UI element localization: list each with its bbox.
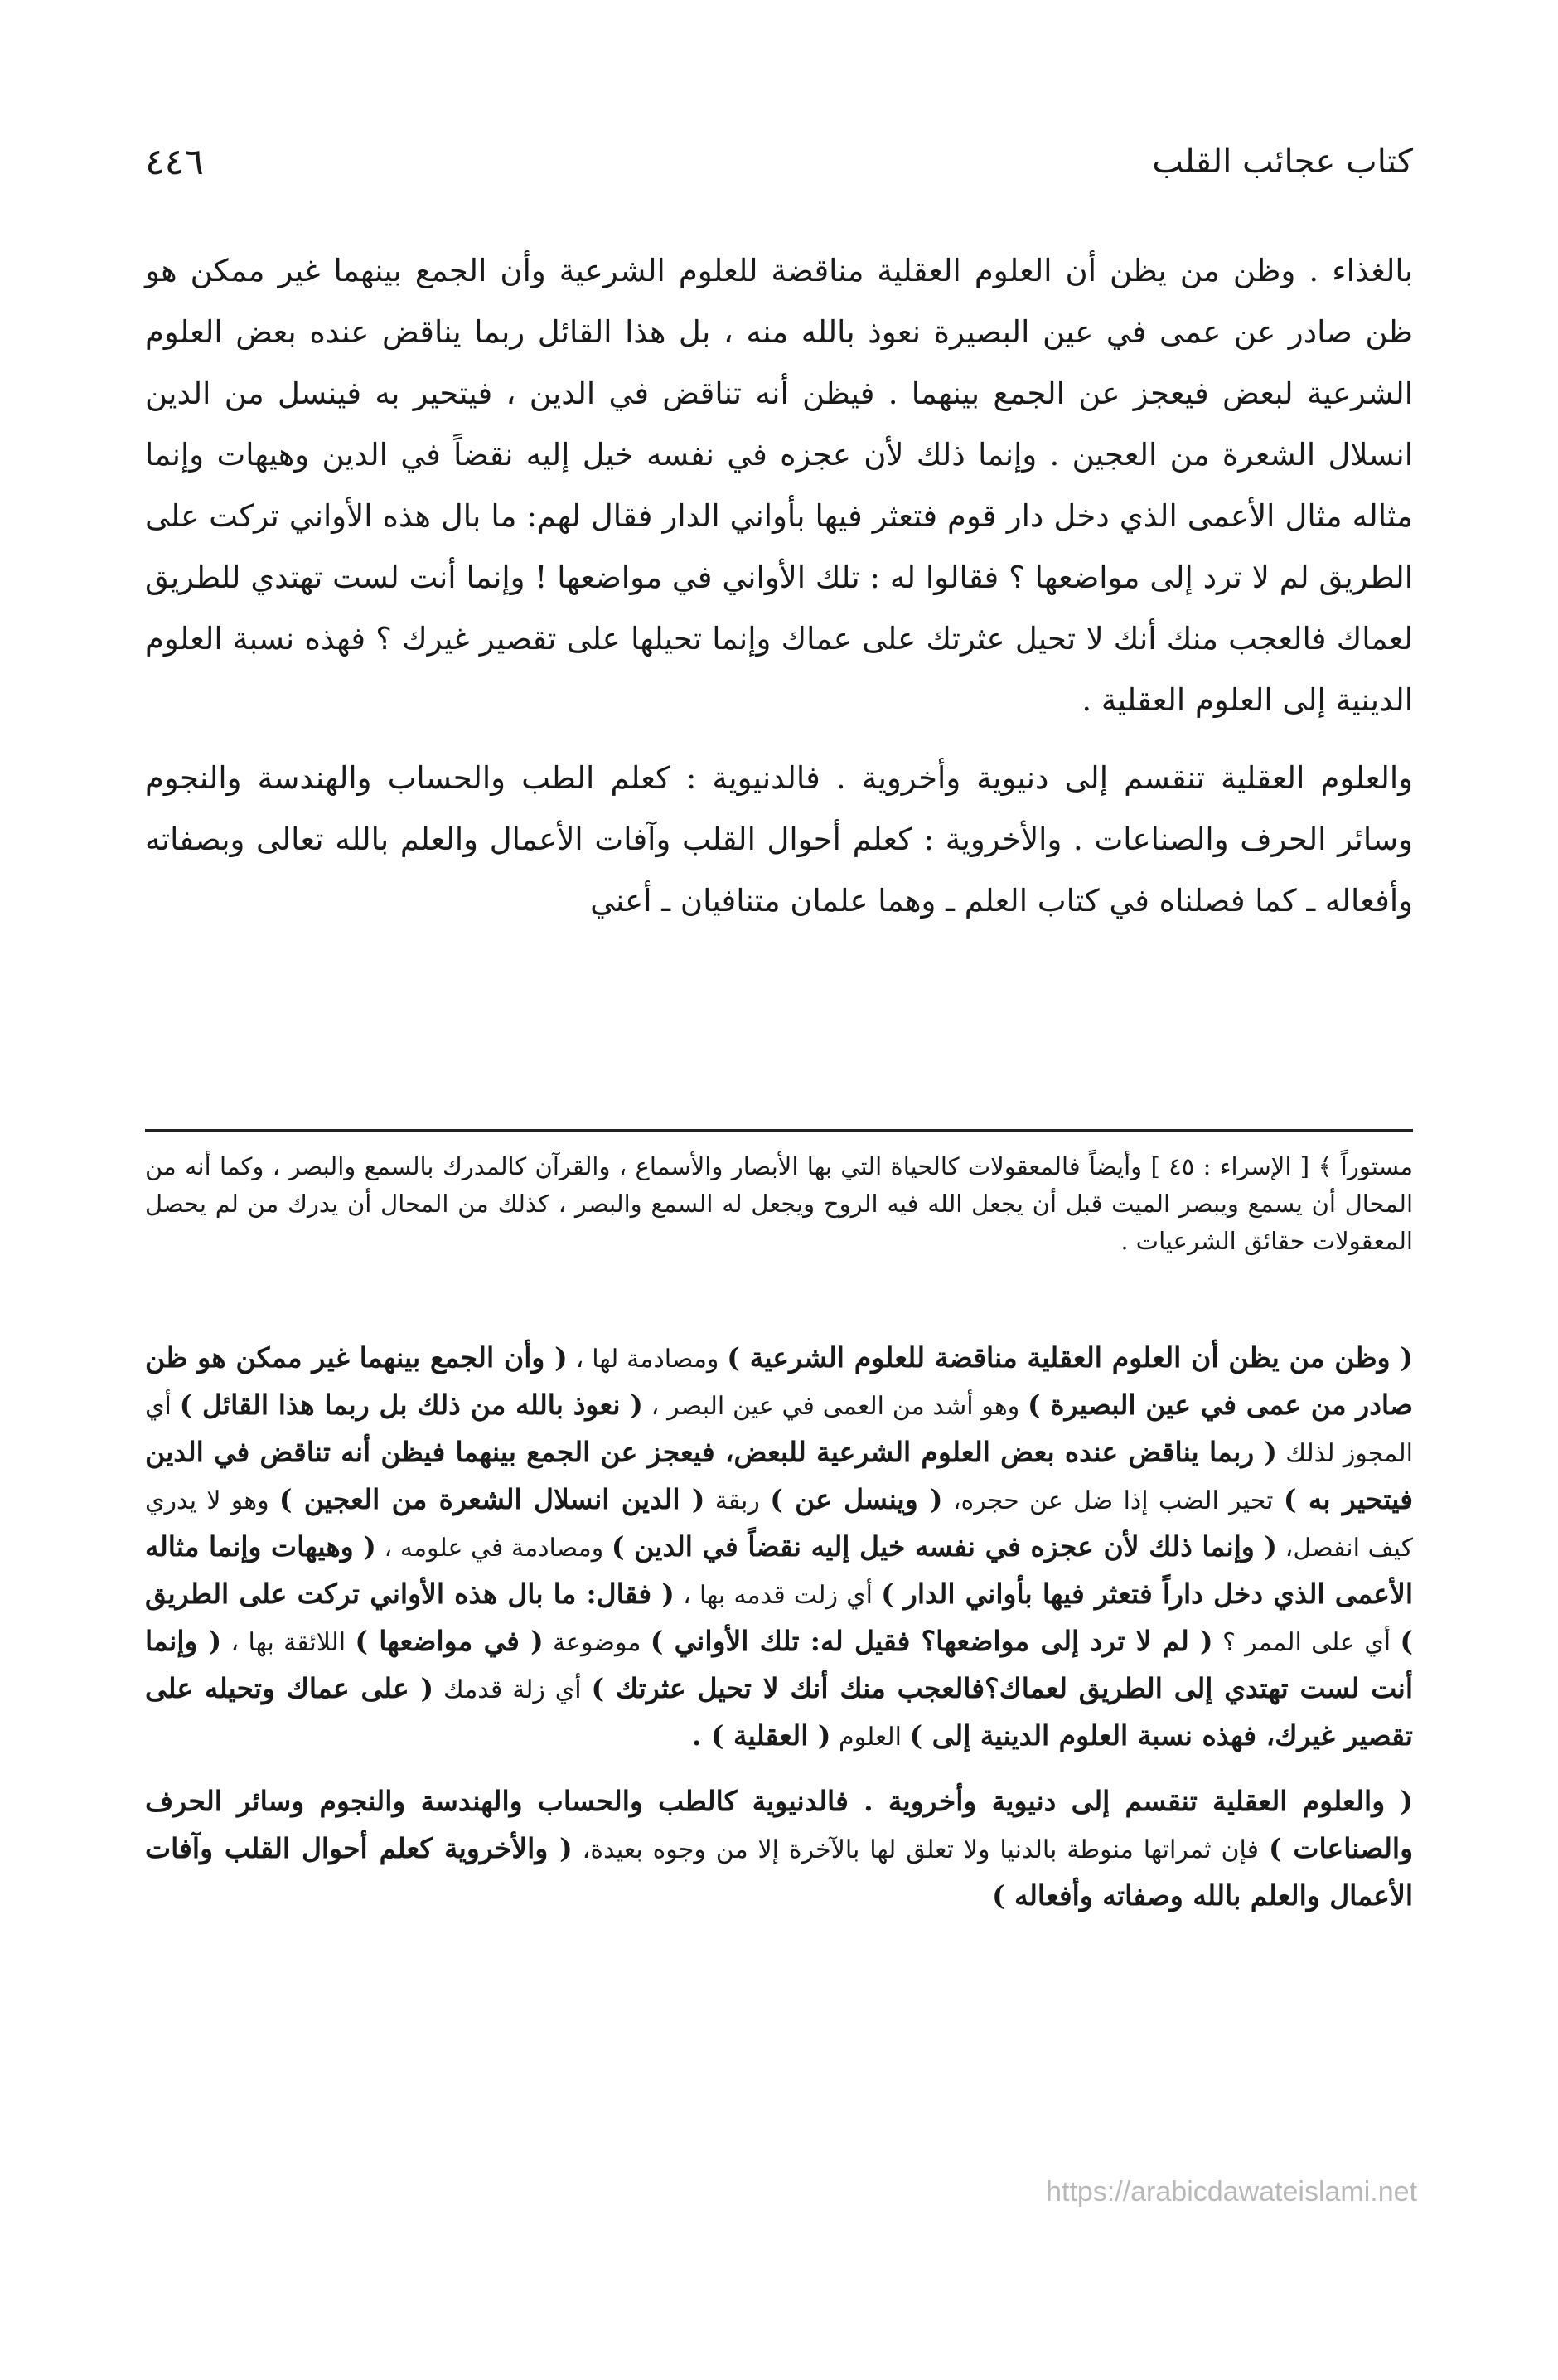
page-number: ٤٤٦ bbox=[145, 140, 204, 183]
main-text bbox=[145, 240, 1413, 932]
quoted-text: ( وإنما أنت لست تهتدي إلى الطريق لعماك؟فالعجب منك أنك لا تحيل عثرتك ) bbox=[145, 1625, 1413, 1704]
quoted-text: ( وينسل عن ) bbox=[770, 1483, 943, 1515]
commentary bbox=[145, 1335, 1413, 1920]
explanation-text: ومصادمة لها ، bbox=[567, 1345, 728, 1374]
explanation-text: ربقة bbox=[704, 1486, 771, 1515]
quoted-text: ( وإنما ذلك لأن عجزه في نفسه خيل إليه نقضاً في الدين ) bbox=[611, 1530, 1278, 1563]
explanation-text: وهو أشد من العمى في عين البصر ، bbox=[642, 1392, 1028, 1421]
quoted-text: ( وهيهات وإنما مثاله الأعمى الذي دخل داراً فتعثر فيها بأواني الدار ) bbox=[145, 1530, 1413, 1610]
explanation-text: أي المجوز لذلك bbox=[145, 1392, 1413, 1468]
quoted-text: ( على عماك وتحيله على تقصير غيرك، فهذه نسبة العلوم الدينية إلى ) bbox=[145, 1672, 1413, 1752]
explanation-text: العلوم bbox=[830, 1723, 910, 1752]
explanation-text: تحير الضب إذا ضل عن حجره، bbox=[942, 1486, 1284, 1515]
explanation-text: أي زلت قدمه بها ، bbox=[674, 1581, 882, 1610]
footnote-divider bbox=[145, 1129, 1413, 1132]
main-paragraph: والعلوم العقلية تنقسم إلى دنيوية وأخروية . فالدنيوية : كعلم الطب والحساب والهندسة والنجوم وسائر الحرف والصناعات . والأخروية : كعلم أحوال القلب وآفات الأعمال والعلم بالله تعالى وبصفاته وأفعاله ـ كما فصلناه في كتاب العلم ـ وهما علمان متنافيان ـ أعني bbox=[145, 760, 1413, 919]
running-title: كتاب عجائب القلب bbox=[1152, 143, 1413, 181]
quoted-text: ( في مواضعها ) bbox=[355, 1625, 544, 1657]
explanation-text: فإن ثمراتها منوطة بالدنيا ولا تعلق لها بالآخرة إلا من وجوه بعيدة، bbox=[572, 1835, 1269, 1864]
main-paragraph: بالغذاء . وظن من يظن أن العلوم العقلية مناقضة للعلوم الشرعية وأن الجمع بينهما غير ممكن هو ظن صادر عن عمى في عين البصيرة نعوذ بالله منه ، بل هذا القائل ربما يناقض عنده بعض العلوم الشرعية لبعض فيعجز عن الجمع بينهما . فيظن أنه تناقض في الدين ، فيتحير به فينسل من الدين انسلال الشعرة من العجين . وإنما ذلك لأن عجزه في نفسه خيل إليه نقضاً في الدين وهيهات وإنما مثاله مثال الأعمى الذي دخل دار قوم فتعثر فيها بأواني الدار فقال لهم: ما بال هذه الأواني تركت على الطريق لم لا ترد إلى مواضعها ؟ فقالوا له : تلك الأواني في مواضعها ! وإنما أنت لست تهتدي للطريق لعماك فالعجب منك أنك لا تحيل عثرتك على عماك وإنما تحيلها على تقصير غيرك ؟ فهذه نسبة العلوم الدينية إلى العلوم العقلية . bbox=[145, 253, 1413, 718]
quoted-text: ( فقال: ما بال هذه الأواني تركت على الطريق ) bbox=[145, 1578, 1413, 1657]
quoted-text: ( الدين انسلال الشعرة من العجين ) bbox=[278, 1483, 705, 1515]
footnote-text: مستوراً ﴾ [ الإسراء : ٤٥ ] وأيضاً فالمعقولات كالحياة التي بها الأبصار والأسماع ، والقرآن كالمدرك بالسمع والبصر ، وكما أنه من المحال أن يسمع ويبصر الميت قبل أن يجعل الله فيه الروح ويجعل له السمع والبصر ، كذلك من المحال أن يدرك من لم يحصل المعقولات حقائق الشرعيات . bbox=[145, 1152, 1413, 1255]
watermark-url: https://arabicdawateislami.net bbox=[1046, 2176, 1417, 2208]
commentary-paragraph bbox=[145, 1778, 1413, 1920]
footnote bbox=[145, 1148, 1413, 1260]
explanation-text: وهو لا يدري كيف انفصل، bbox=[145, 1486, 1413, 1563]
explanation-text: ومصادمة في علومه ، bbox=[375, 1534, 612, 1563]
explanation-text: موضوعة bbox=[543, 1628, 651, 1657]
explanation-text: اللائقة بها ، bbox=[221, 1628, 356, 1657]
quoted-text: ( لم لا ترد إلى مواضعها؟ فقيل له: تلك الأواني ) bbox=[650, 1625, 1213, 1657]
page-header bbox=[145, 133, 1413, 191]
explanation-text: أي زلة قدمك bbox=[433, 1675, 592, 1704]
quoted-text: ( والعلوم العقلية تنقسم إلى دنيوية وأخروية . فالدنيوية كالطب والحساب والهندسة والنجوم وسائر الحرف والصناعات ) bbox=[145, 1785, 1414, 1864]
quoted-text: ( نعوذ بالله من ذلك بل ربما هذا القائل ) bbox=[179, 1389, 643, 1421]
quoted-text: ( وظن من يظن أن العلوم العقلية مناقضة للعلوم الشرعية ) bbox=[727, 1341, 1413, 1374]
quoted-text: ( العقلية ) . bbox=[691, 1719, 831, 1752]
commentary-paragraph bbox=[145, 1335, 1413, 1760]
quoted-text: ( والأخروية كعلم أحوال القلب وآفات الأعمال والعلم بالله وصفاته وأفعاله ) bbox=[145, 1832, 1413, 1912]
quoted-text: ( ربما يناقض عنده بعض العلوم الشرعية للبعض، فيعجز عن الجمع بينهما فيظن أنه تناقض في الدين فيتحير به ) bbox=[145, 1436, 1413, 1515]
quoted-text: ( وأن الجمع بينهما غير ممكن هو ظن صادر من عمى في عين البصيرة ) bbox=[145, 1341, 1413, 1421]
explanation-text: أي على الممر ؟ bbox=[1212, 1628, 1401, 1657]
